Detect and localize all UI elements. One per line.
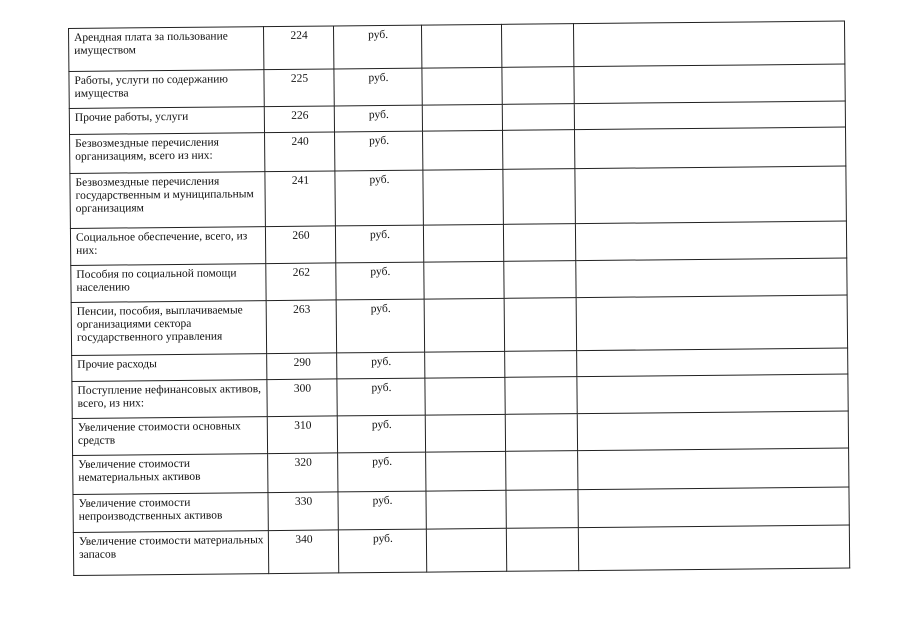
row-unit-cell: руб. [335,131,423,170]
row-code-cell: 290 [267,353,337,380]
empty-value-cell [575,166,847,223]
empty-value-cell [426,529,506,572]
table-body [69,21,850,575]
row-unit-cell: руб. [337,379,425,416]
table-row [69,21,845,71]
empty-value-cell [578,448,849,489]
row-unit-cell: руб. [338,529,426,573]
empty-value-cell [503,130,575,169]
row-unit-cell: руб. [336,262,424,300]
row-name-cell: Безвозмездные перечисления государственным и муниципальным организациям [70,171,266,228]
empty-value-cell [424,261,504,299]
empty-value-cell [503,223,575,261]
row-code-cell: 263 [266,300,337,353]
row-unit-cell: руб. [334,105,422,132]
empty-value-cell [506,451,578,490]
row-name-cell: Увеличение стоимости нематериальных активов [73,454,268,494]
row-code-cell: 260 [265,225,335,263]
empty-value-cell [421,24,501,67]
empty-value-cell [425,378,505,415]
row-code-cell: 300 [267,379,337,416]
row-unit-cell: руб. [337,352,425,379]
empty-value-cell [422,67,502,105]
expenditure-table [68,21,850,576]
empty-value-cell [574,64,845,104]
empty-value-cell [575,127,846,168]
empty-value-cell [578,487,849,528]
empty-value-cell [503,168,576,223]
empty-value-cell [504,298,577,351]
empty-value-cell [574,101,845,130]
row-code-cell: 224 [263,26,333,69]
row-name-cell: Прочие расходы [72,354,267,382]
document-sheet [68,21,849,576]
empty-value-cell [505,377,577,414]
empty-value-cell [506,528,578,571]
row-unit-cell: руб. [338,452,426,491]
row-name-cell: Безвозмездные перечисления организациям, всего из них: [70,133,265,173]
row-unit-cell: руб. [338,491,426,530]
row-name-cell: Поступление нефинансовых активов, всего, из них: [72,380,267,418]
row-code-cell: 226 [264,106,334,133]
empty-value-cell [504,261,576,299]
row-unit-cell: руб. [335,225,423,263]
empty-value-cell [426,452,506,491]
empty-value-cell [505,351,577,378]
empty-value-cell [426,490,506,529]
row-unit-cell: руб. [334,68,422,106]
empty-value-cell [423,131,503,170]
empty-value-cell [505,414,577,452]
row-name-cell: Работы, услуги по содержанию имущества [69,69,264,108]
empty-value-cell [573,21,844,66]
table-row [73,525,849,575]
row-code-cell: 310 [267,416,337,454]
row-code-cell: 320 [268,453,338,492]
empty-value-cell [577,374,848,413]
empty-value-cell [578,525,849,570]
empty-value-cell [577,348,848,377]
row-name-cell: Увеличение стоимости непроизводственных активов [73,492,268,532]
empty-value-cell [576,295,847,350]
empty-value-cell [577,411,848,451]
empty-value-cell [422,104,502,131]
row-name-cell: Прочие работы, услуги [69,107,264,135]
row-unit-cell: руб. [336,300,425,354]
empty-value-cell [501,24,573,67]
empty-value-cell [506,489,578,528]
empty-value-cell [425,414,505,452]
row-name-cell: Пенсии, пособия, выплачиваемые организациями сектора государственного управления [71,301,266,356]
row-code-cell: 241 [265,171,336,226]
empty-value-cell [576,258,847,298]
row-unit-cell: руб. [335,170,424,226]
row-unit-cell: руб. [333,25,421,68]
row-code-cell: 240 [265,132,335,171]
empty-value-cell [575,221,846,261]
row-name-cell: Пособия по социальной помощи населению [71,264,266,303]
table-row [71,295,847,355]
table-row [70,166,846,228]
row-code-cell: 330 [268,492,338,531]
row-name-cell: Социальное обеспечение, всего, из них: [70,226,265,265]
empty-value-cell [423,224,503,262]
row-code-cell: 225 [264,68,334,106]
empty-value-cell [502,66,574,104]
empty-value-cell [502,104,574,131]
row-code-cell: 340 [268,530,338,573]
row-name-cell: Увеличение стоимости материальных запасов [73,531,268,576]
empty-value-cell [424,299,505,352]
row-unit-cell: руб. [337,415,425,453]
empty-value-cell [423,169,504,224]
empty-value-cell [425,351,505,378]
row-code-cell: 262 [266,263,336,301]
row-name-cell: Арендная плата за пользование имуществом [69,27,264,71]
row-name-cell: Увеличение стоимости основных средств [72,416,267,455]
